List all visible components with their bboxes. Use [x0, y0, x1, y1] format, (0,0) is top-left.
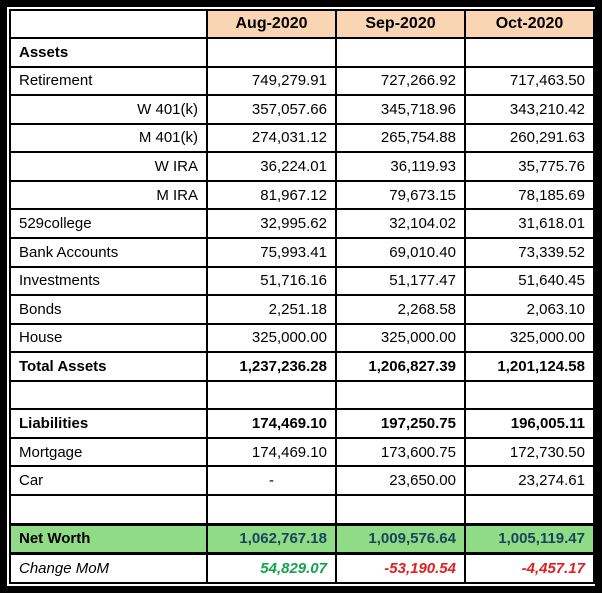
- table-row: [10, 152, 594, 181]
- row-label: Mortgage: [10, 438, 207, 467]
- cell-value: 51,177.47: [336, 267, 465, 296]
- cell-value: 174,469.10: [207, 409, 336, 438]
- table-row: [10, 524, 594, 554]
- cell-value: 1,062,767.18: [207, 524, 336, 554]
- cell-value: [465, 381, 594, 410]
- cell-value: 357,057.66: [207, 95, 336, 124]
- net-worth-table: [9, 9, 595, 584]
- table-row: [10, 409, 594, 438]
- row-label: [10, 495, 207, 524]
- table-row: [10, 38, 594, 67]
- table-row: [10, 554, 594, 583]
- cell-value: 727,266.92: [336, 67, 465, 96]
- cell-value: 54,829.07: [207, 554, 336, 583]
- row-label: W IRA: [10, 152, 207, 181]
- cell-value: [336, 381, 465, 410]
- cell-value: 69,010.40: [336, 238, 465, 267]
- row-label: Investments: [10, 267, 207, 296]
- row-label: M 401(k): [10, 124, 207, 153]
- row-label: W 401(k): [10, 95, 207, 124]
- table-row: [10, 352, 594, 381]
- cell-value: 345,718.96: [336, 95, 465, 124]
- cell-value: 265,754.88: [336, 124, 465, 153]
- row-label: Change MoM: [10, 554, 207, 583]
- cell-value: [207, 495, 336, 524]
- cell-value: 23,650.00: [336, 466, 465, 495]
- cell-value: 197,250.75: [336, 409, 465, 438]
- row-label: 529college: [10, 209, 207, 238]
- corner-cell: [10, 10, 207, 38]
- cell-value: 79,673.15: [336, 181, 465, 210]
- cell-value: 1,005,119.47: [465, 524, 594, 554]
- table-row: [10, 67, 594, 96]
- cell-value: [336, 38, 465, 67]
- cell-value: -: [207, 466, 336, 495]
- cell-value: 196,005.11: [465, 409, 594, 438]
- table-row: [10, 181, 594, 210]
- cell-value: 51,640.45: [465, 267, 594, 296]
- row-label: Total Assets: [10, 352, 207, 381]
- month-header: Sep-2020: [336, 10, 465, 38]
- month-header: Aug-2020: [207, 10, 336, 38]
- cell-value: 274,031.12: [207, 124, 336, 153]
- table-row: [10, 124, 594, 153]
- cell-value: 36,224.01: [207, 152, 336, 181]
- cell-value: 35,775.76: [465, 152, 594, 181]
- cell-value: 23,274.61: [465, 466, 594, 495]
- table-row: [10, 295, 594, 324]
- cell-value: 717,463.50: [465, 67, 594, 96]
- table-row: [10, 466, 594, 495]
- table-row: [10, 209, 594, 238]
- cell-value: 78,185.69: [465, 181, 594, 210]
- cell-value: 174,469.10: [207, 438, 336, 467]
- cell-value: 1,201,124.58: [465, 352, 594, 381]
- row-label: House: [10, 324, 207, 353]
- cell-value: 2,063.10: [465, 295, 594, 324]
- cell-value: 73,339.52: [465, 238, 594, 267]
- row-label: [10, 381, 207, 410]
- table-body: [10, 38, 594, 583]
- cell-value: 1,009,576.64: [336, 524, 465, 554]
- cell-value: [465, 495, 594, 524]
- row-label: Car: [10, 466, 207, 495]
- table-header: [10, 10, 594, 38]
- cell-value: [336, 495, 465, 524]
- cell-value: 51,716.16: [207, 267, 336, 296]
- cell-value: -53,190.54: [336, 554, 465, 583]
- cell-value: 260,291.63: [465, 124, 594, 153]
- table-row: [10, 238, 594, 267]
- row-label: Net Worth: [10, 524, 207, 554]
- cell-value: -4,457.17: [465, 554, 594, 583]
- cell-value: [207, 38, 336, 67]
- cell-value: 31,618.01: [465, 209, 594, 238]
- cell-value: [465, 38, 594, 67]
- cell-value: 173,600.75: [336, 438, 465, 467]
- row-label: Assets: [10, 38, 207, 67]
- cell-value: 36,119.93: [336, 152, 465, 181]
- cell-value: 32,995.62: [207, 209, 336, 238]
- cell-value: 81,967.12: [207, 181, 336, 210]
- cell-value: 1,237,236.28: [207, 352, 336, 381]
- row-label: Bank Accounts: [10, 238, 207, 267]
- table-row: [10, 267, 594, 296]
- table-row: [10, 324, 594, 353]
- cell-value: 749,279.91: [207, 67, 336, 96]
- month-header: Oct-2020: [465, 10, 594, 38]
- cell-value: 325,000.00: [465, 324, 594, 353]
- header-row: [10, 10, 594, 38]
- cell-value: [207, 381, 336, 410]
- cell-value: 75,993.41: [207, 238, 336, 267]
- table-row: [10, 495, 594, 524]
- table-row: [10, 381, 594, 410]
- row-label: Retirement: [10, 67, 207, 96]
- table-row: [10, 95, 594, 124]
- cell-value: 325,000.00: [336, 324, 465, 353]
- cell-value: 2,268.58: [336, 295, 465, 324]
- cell-value: 2,251.18: [207, 295, 336, 324]
- cell-value: 1,206,827.39: [336, 352, 465, 381]
- table-row: [10, 438, 594, 467]
- cell-value: 172,730.50: [465, 438, 594, 467]
- row-label: M IRA: [10, 181, 207, 210]
- cell-value: 325,000.00: [207, 324, 336, 353]
- cell-value: 343,210.42: [465, 95, 594, 124]
- cell-value: 32,104.02: [336, 209, 465, 238]
- row-label: Bonds: [10, 295, 207, 324]
- row-label: Liabilities: [10, 409, 207, 438]
